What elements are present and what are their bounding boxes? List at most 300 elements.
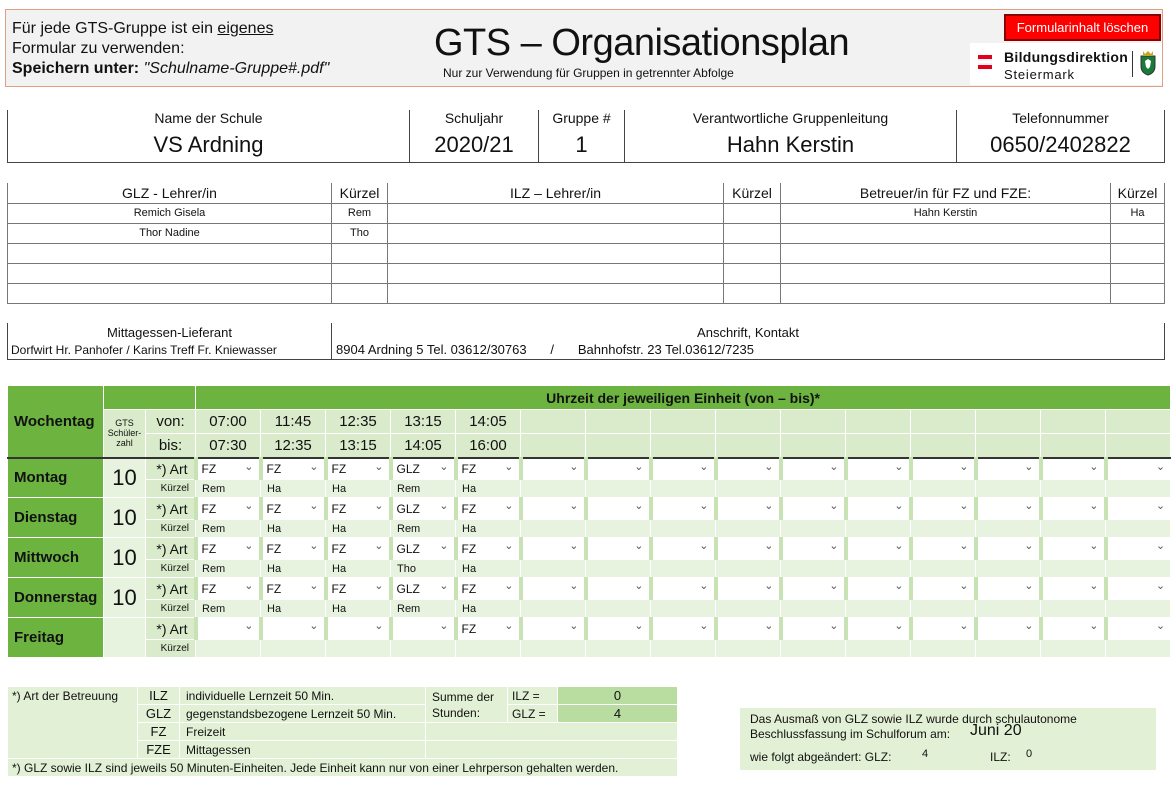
chevron-down-icon[interactable]: ⌄	[764, 540, 774, 552]
chevron-down-icon[interactable]: ⌄	[439, 460, 449, 473]
kuerzel-field[interactable]: Ha	[456, 480, 521, 498]
art-select[interactable]	[456, 538, 521, 560]
art-select[interactable]	[391, 578, 456, 600]
art-select[interactable]	[326, 578, 391, 600]
art-select[interactable]	[326, 618, 391, 640]
kuerzel-field[interactable]	[456, 640, 521, 658]
ilz-kuerzel-cell[interactable]	[724, 223, 781, 243]
start-time-field[interactable]: 12:35	[326, 410, 391, 434]
chevron-down-icon[interactable]: ⌄	[244, 460, 254, 473]
chevron-down-icon[interactable]: ⌄	[959, 460, 969, 473]
chevron-down-icon[interactable]: ⌄	[829, 460, 839, 473]
art-select[interactable]	[261, 578, 326, 600]
glz-teacher-cell[interactable]	[8, 243, 332, 263]
chevron-down-icon[interactable]: ⌄	[439, 500, 449, 512]
end-time-field[interactable]: 13:15	[326, 434, 391, 458]
art-select[interactable]	[911, 498, 976, 520]
chevron-down-icon[interactable]: ⌄	[634, 580, 644, 592]
art-select[interactable]	[586, 578, 651, 600]
start-time-field[interactable]: 07:00	[196, 410, 261, 434]
start-time-field[interactable]	[976, 410, 1041, 434]
art-select[interactable]	[456, 498, 521, 520]
kuerzel-field[interactable]	[1106, 600, 1171, 618]
glz-kuerzel-cell[interactable]	[332, 243, 388, 263]
chevron-down-icon[interactable]: ⌄	[959, 540, 969, 552]
lunch-supplier-field[interactable]: Dorfwirt Hr. Panhofer / Karins Treff Fr. Kniewasser	[8, 341, 332, 359]
kuerzel-field[interactable]	[846, 560, 911, 578]
clear-form-button[interactable]: Formularinhalt löschen	[1004, 14, 1161, 41]
end-time-field[interactable]: 07:30	[196, 434, 261, 458]
art-select[interactable]	[846, 458, 911, 480]
end-time-field[interactable]	[1106, 434, 1171, 458]
glz-changed-field[interactable]: 4	[922, 748, 929, 760]
chevron-down-icon[interactable]: ⌄	[894, 460, 904, 473]
art-select[interactable]	[586, 498, 651, 520]
art-select[interactable]	[846, 498, 911, 520]
glz-kuerzel-cell[interactable]: Tho	[332, 223, 388, 243]
art-select[interactable]	[261, 538, 326, 560]
chevron-down-icon[interactable]: ⌄	[829, 540, 839, 552]
kuerzel-field[interactable]	[911, 520, 976, 538]
kuerzel-field[interactable]	[521, 600, 586, 618]
chevron-down-icon[interactable]: ⌄	[894, 540, 904, 552]
art-select[interactable]	[716, 618, 781, 640]
art-select[interactable]	[976, 538, 1041, 560]
schulforum-date-field[interactable]: Juni 20	[970, 722, 1022, 739]
chevron-down-icon[interactable]: ⌄	[699, 500, 709, 512]
end-time-field[interactable]	[781, 434, 846, 458]
chevron-down-icon[interactable]: ⌄	[634, 500, 644, 512]
chevron-down-icon[interactable]: ⌄	[959, 500, 969, 512]
kuerzel-field[interactable]	[586, 520, 651, 538]
chevron-down-icon[interactable]: ⌄	[1024, 460, 1034, 473]
kuerzel-field[interactable]	[196, 640, 261, 658]
ilz-teacher-cell[interactable]	[388, 283, 724, 303]
chevron-down-icon[interactable]: ⌄	[1155, 540, 1166, 552]
art-select[interactable]	[1041, 578, 1106, 600]
art-select[interactable]	[716, 578, 781, 600]
chevron-down-icon[interactable]: ⌄	[1024, 620, 1034, 632]
glz-teacher-cell[interactable]: Thor Nadine	[8, 223, 332, 243]
kuerzel-field[interactable]: Ha	[456, 600, 521, 618]
kuerzel-field[interactable]: Ha	[261, 520, 326, 538]
chevron-down-icon[interactable]: ⌄	[504, 540, 514, 552]
student-count-field[interactable]: 10	[104, 538, 146, 578]
art-select[interactable]	[1106, 538, 1171, 560]
kuerzel-field[interactable]	[976, 560, 1041, 578]
art-select[interactable]	[846, 618, 911, 640]
start-time-field[interactable]	[521, 410, 586, 434]
art-select[interactable]	[1106, 458, 1171, 480]
chevron-down-icon[interactable]: ⌄	[309, 460, 319, 473]
art-select[interactable]	[521, 498, 586, 520]
glz-kuerzel-cell[interactable]: Rem	[332, 203, 388, 223]
end-time-field[interactable]	[911, 434, 976, 458]
kuerzel-field[interactable]	[716, 600, 781, 618]
end-time-field[interactable]	[1041, 434, 1106, 458]
art-select[interactable]	[976, 578, 1041, 600]
chevron-down-icon[interactable]: ⌄	[569, 500, 579, 512]
kuerzel-field[interactable]: Rem	[196, 560, 261, 578]
art-select[interactable]	[1106, 498, 1171, 520]
kuerzel-field[interactable]	[326, 640, 391, 658]
betreuer-kuerzel-cell[interactable]	[1111, 223, 1165, 243]
start-time-field[interactable]	[651, 410, 716, 434]
glz-teacher-cell[interactable]	[8, 283, 332, 303]
betreuer-cell[interactable]	[781, 263, 1111, 283]
end-time-field[interactable]: 14:05	[391, 434, 456, 458]
chevron-down-icon[interactable]: ⌄	[699, 460, 709, 473]
chevron-down-icon[interactable]: ⌄	[1089, 580, 1099, 592]
art-select[interactable]	[911, 618, 976, 640]
chevron-down-icon[interactable]: ⌄	[1089, 500, 1099, 512]
kuerzel-field[interactable]	[846, 640, 911, 658]
kuerzel-field[interactable]	[781, 520, 846, 538]
kuerzel-field[interactable]	[781, 640, 846, 658]
chevron-down-icon[interactable]: ⌄	[244, 620, 254, 632]
kuerzel-field[interactable]	[846, 480, 911, 498]
chevron-down-icon[interactable]: ⌄	[1089, 620, 1099, 632]
kuerzel-field[interactable]	[651, 640, 716, 658]
kuerzel-field[interactable]	[1041, 560, 1106, 578]
chevron-down-icon[interactable]: ⌄	[959, 620, 969, 632]
chevron-down-icon[interactable]: ⌄	[504, 580, 514, 592]
art-select[interactable]	[586, 538, 651, 560]
school-year-field[interactable]: 2020/21	[410, 132, 539, 162]
chevron-down-icon[interactable]: ⌄	[374, 620, 384, 632]
kuerzel-field[interactable]: Ha	[326, 560, 391, 578]
glz-teacher-cell[interactable]	[8, 263, 332, 283]
art-select[interactable]	[651, 578, 716, 600]
chevron-down-icon[interactable]: ⌄	[829, 580, 839, 592]
chevron-down-icon[interactable]: ⌄	[1089, 460, 1099, 473]
kuerzel-field[interactable]: Ha	[261, 480, 326, 498]
art-select[interactable]	[456, 458, 521, 480]
end-time-field[interactable]	[651, 434, 716, 458]
kuerzel-field[interactable]	[651, 600, 716, 618]
art-select[interactable]	[196, 538, 261, 560]
art-select[interactable]	[521, 618, 586, 640]
chevron-down-icon[interactable]: ⌄	[894, 620, 904, 632]
chevron-down-icon[interactable]: ⌄	[244, 580, 254, 592]
art-select[interactable]	[196, 498, 261, 520]
art-select[interactable]	[781, 538, 846, 560]
kuerzel-field[interactable]: Rem	[196, 600, 261, 618]
chevron-down-icon[interactable]: ⌄	[829, 500, 839, 512]
chevron-down-icon[interactable]: ⌄	[699, 620, 709, 632]
art-select[interactable]	[716, 538, 781, 560]
art-select[interactable]	[326, 538, 391, 560]
kuerzel-field[interactable]	[716, 640, 781, 658]
kuerzel-field[interactable]: Rem	[391, 520, 456, 538]
kuerzel-field[interactable]: Ha	[261, 600, 326, 618]
kuerzel-field[interactable]	[521, 520, 586, 538]
kuerzel-field[interactable]	[716, 560, 781, 578]
art-select[interactable]	[1106, 618, 1171, 640]
glz-teacher-cell[interactable]: Remich Gisela	[8, 203, 332, 223]
kuerzel-field[interactable]	[261, 640, 326, 658]
art-select[interactable]	[976, 618, 1041, 640]
art-select[interactable]	[586, 458, 651, 480]
glz-kuerzel-cell[interactable]	[332, 283, 388, 303]
chevron-down-icon[interactable]: ⌄	[764, 580, 774, 592]
end-time-field[interactable]	[586, 434, 651, 458]
art-select[interactable]	[716, 498, 781, 520]
ilz-kuerzel-cell[interactable]	[724, 243, 781, 263]
chevron-down-icon[interactable]: ⌄	[309, 580, 319, 592]
start-time-field[interactable]: 13:15	[391, 410, 456, 434]
group-lead-field[interactable]: Hahn Kerstin	[625, 132, 957, 162]
chevron-down-icon[interactable]: ⌄	[634, 460, 644, 473]
kuerzel-field[interactable]: Rem	[391, 480, 456, 498]
betreuer-cell[interactable]	[781, 283, 1111, 303]
end-time-field[interactable]	[521, 434, 586, 458]
kuerzel-field[interactable]	[911, 600, 976, 618]
art-select[interactable]	[391, 458, 456, 480]
art-select[interactable]	[456, 578, 521, 600]
kuerzel-field[interactable]: Rem	[196, 480, 261, 498]
student-count-field[interactable]: 10	[104, 458, 146, 498]
kuerzel-field[interactable]: Ha	[326, 520, 391, 538]
chevron-down-icon[interactable]: ⌄	[439, 620, 449, 632]
kuerzel-field[interactable]: Tho	[391, 560, 456, 578]
chevron-down-icon[interactable]: ⌄	[504, 500, 514, 512]
start-time-field[interactable]	[1041, 410, 1106, 434]
betreuer-cell[interactable]	[781, 243, 1111, 263]
kuerzel-field[interactable]	[976, 640, 1041, 658]
end-time-field[interactable]: 16:00	[456, 434, 521, 458]
chevron-down-icon[interactable]: ⌄	[1024, 500, 1034, 512]
betreuer-kuerzel-cell[interactable]	[1111, 243, 1165, 263]
chevron-down-icon[interactable]: ⌄	[569, 460, 579, 473]
art-select[interactable]	[781, 578, 846, 600]
art-select[interactable]	[651, 458, 716, 480]
art-select[interactable]	[456, 618, 521, 640]
art-select[interactable]	[391, 538, 456, 560]
kuerzel-field[interactable]	[521, 560, 586, 578]
art-select[interactable]	[651, 618, 716, 640]
chevron-down-icon[interactable]: ⌄	[309, 540, 319, 552]
kuerzel-field[interactable]: Ha	[326, 480, 391, 498]
betreuer-cell[interactable]	[781, 223, 1111, 243]
kuerzel-field[interactable]	[781, 560, 846, 578]
art-select[interactable]	[391, 618, 456, 640]
ilz-teacher-cell[interactable]	[388, 263, 724, 283]
start-time-field[interactable]	[781, 410, 846, 434]
kuerzel-field[interactable]	[651, 560, 716, 578]
kuerzel-field[interactable]	[586, 480, 651, 498]
art-select[interactable]	[196, 458, 261, 480]
art-select[interactable]	[521, 538, 586, 560]
kuerzel-field[interactable]	[846, 520, 911, 538]
kuerzel-field[interactable]: Ha	[456, 560, 521, 578]
kuerzel-field[interactable]	[846, 600, 911, 618]
kuerzel-field[interactable]	[911, 480, 976, 498]
start-time-field[interactable]	[716, 410, 781, 434]
ilz-kuerzel-cell[interactable]	[724, 203, 781, 223]
start-time-field[interactable]: 14:05	[456, 410, 521, 434]
kuerzel-field[interactable]	[586, 560, 651, 578]
kuerzel-field[interactable]: Ha	[326, 600, 391, 618]
chevron-down-icon[interactable]: ⌄	[439, 580, 449, 592]
chevron-down-icon[interactable]: ⌄	[1155, 620, 1166, 632]
start-time-field[interactable]	[1106, 410, 1171, 434]
art-select[interactable]	[781, 458, 846, 480]
start-time-field[interactable]	[911, 410, 976, 434]
start-time-field[interactable]	[586, 410, 651, 434]
betreuer-cell[interactable]: Hahn Kerstin	[781, 203, 1111, 223]
kuerzel-field[interactable]	[521, 640, 586, 658]
start-time-field[interactable]: 11:45	[261, 410, 326, 434]
chevron-down-icon[interactable]: ⌄	[764, 620, 774, 632]
school-name-field[interactable]: VS Ardning	[8, 132, 410, 162]
art-select[interactable]	[1041, 498, 1106, 520]
art-select[interactable]	[586, 618, 651, 640]
chevron-down-icon[interactable]: ⌄	[634, 620, 644, 632]
kuerzel-field[interactable]	[911, 560, 976, 578]
kuerzel-field[interactable]	[976, 520, 1041, 538]
chevron-down-icon[interactable]: ⌄	[439, 540, 449, 552]
betreuer-kuerzel-cell[interactable]: Ha	[1111, 203, 1165, 223]
glz-kuerzel-cell[interactable]	[332, 263, 388, 283]
chevron-down-icon[interactable]: ⌄	[894, 580, 904, 592]
art-select[interactable]	[846, 578, 911, 600]
kuerzel-field[interactable]: Ha	[261, 560, 326, 578]
art-select[interactable]	[911, 538, 976, 560]
chevron-down-icon[interactable]: ⌄	[374, 500, 384, 512]
chevron-down-icon[interactable]: ⌄	[569, 580, 579, 592]
chevron-down-icon[interactable]: ⌄	[1155, 460, 1166, 473]
art-select[interactable]	[1106, 578, 1171, 600]
end-time-field[interactable]	[716, 434, 781, 458]
art-select[interactable]	[716, 458, 781, 480]
art-select[interactable]	[846, 538, 911, 560]
chevron-down-icon[interactable]: ⌄	[504, 460, 514, 473]
betreuer-kuerzel-cell[interactable]	[1111, 263, 1165, 283]
betreuer-kuerzel-cell[interactable]	[1111, 283, 1165, 303]
art-select[interactable]	[326, 498, 391, 520]
kuerzel-field[interactable]	[976, 480, 1041, 498]
art-select[interactable]	[196, 578, 261, 600]
kuerzel-field[interactable]	[716, 480, 781, 498]
art-select[interactable]	[521, 458, 586, 480]
chevron-down-icon[interactable]: ⌄	[569, 620, 579, 632]
art-select[interactable]	[911, 578, 976, 600]
kuerzel-field[interactable]	[1106, 480, 1171, 498]
art-select[interactable]	[1041, 618, 1106, 640]
art-select[interactable]	[651, 538, 716, 560]
kuerzel-field[interactable]	[521, 480, 586, 498]
chevron-down-icon[interactable]: ⌄	[699, 580, 709, 592]
chevron-down-icon[interactable]: ⌄	[1024, 540, 1034, 552]
kuerzel-field[interactable]	[781, 480, 846, 498]
art-select[interactable]	[196, 618, 261, 640]
kuerzel-field[interactable]	[781, 600, 846, 618]
art-select[interactable]	[326, 458, 391, 480]
start-time-field[interactable]	[846, 410, 911, 434]
lunch-contact-field[interactable]	[332, 341, 1165, 359]
group-number-field[interactable]: 1	[539, 132, 625, 162]
kuerzel-field[interactable]	[911, 640, 976, 658]
end-time-field[interactable]	[976, 434, 1041, 458]
kuerzel-field[interactable]	[1041, 520, 1106, 538]
kuerzel-field[interactable]	[651, 480, 716, 498]
chevron-down-icon[interactable]: ⌄	[374, 580, 384, 592]
ilz-teacher-cell[interactable]	[388, 203, 724, 223]
student-count-field[interactable]: 10	[104, 498, 146, 538]
art-select[interactable]	[976, 458, 1041, 480]
kuerzel-field[interactable]	[1106, 560, 1171, 578]
chevron-down-icon[interactable]: ⌄	[699, 540, 709, 552]
ilz-teacher-cell[interactable]	[388, 243, 724, 263]
student-count-field[interactable]: 10	[104, 578, 146, 618]
ilz-changed-field[interactable]: 0	[1026, 748, 1033, 760]
chevron-down-icon[interactable]: ⌄	[634, 540, 644, 552]
art-select[interactable]	[781, 618, 846, 640]
chevron-down-icon[interactable]: ⌄	[1155, 580, 1166, 592]
art-select[interactable]	[976, 498, 1041, 520]
ilz-teacher-cell[interactable]	[388, 223, 724, 243]
kuerzel-field[interactable]	[586, 640, 651, 658]
art-select[interactable]	[651, 498, 716, 520]
end-time-field[interactable]: 12:35	[261, 434, 326, 458]
kuerzel-field[interactable]	[976, 600, 1041, 618]
chevron-down-icon[interactable]: ⌄	[764, 500, 774, 512]
chevron-down-icon[interactable]: ⌄	[244, 500, 254, 512]
chevron-down-icon[interactable]: ⌄	[1024, 580, 1034, 592]
kuerzel-field[interactable]	[1106, 640, 1171, 658]
chevron-down-icon[interactable]: ⌄	[309, 620, 319, 632]
chevron-down-icon[interactable]: ⌄	[309, 500, 319, 512]
art-select[interactable]	[391, 498, 456, 520]
ilz-kuerzel-cell[interactable]	[724, 263, 781, 283]
chevron-down-icon[interactable]: ⌄	[244, 540, 254, 552]
phone-field[interactable]: 0650/2402822	[957, 132, 1165, 162]
art-select[interactable]	[261, 618, 326, 640]
student-count-field[interactable]	[104, 618, 146, 658]
art-select[interactable]	[261, 458, 326, 480]
kuerzel-field[interactable]	[1106, 520, 1171, 538]
chevron-down-icon[interactable]: ⌄	[829, 620, 839, 632]
chevron-down-icon[interactable]: ⌄	[374, 460, 384, 473]
chevron-down-icon[interactable]: ⌄	[764, 460, 774, 473]
kuerzel-field[interactable]	[1041, 640, 1106, 658]
art-select[interactable]	[1041, 458, 1106, 480]
art-select[interactable]	[911, 458, 976, 480]
kuerzel-field[interactable]: Rem	[391, 600, 456, 618]
end-time-field[interactable]	[846, 434, 911, 458]
ilz-kuerzel-cell[interactable]	[724, 283, 781, 303]
art-select[interactable]	[1041, 538, 1106, 560]
chevron-down-icon[interactable]: ⌄	[894, 500, 904, 512]
art-select[interactable]	[781, 498, 846, 520]
chevron-down-icon[interactable]: ⌄	[504, 620, 514, 632]
kuerzel-field[interactable]	[1041, 600, 1106, 618]
chevron-down-icon[interactable]: ⌄	[569, 540, 579, 552]
kuerzel-field[interactable]: Ha	[456, 520, 521, 538]
chevron-down-icon[interactable]: ⌄	[959, 580, 969, 592]
kuerzel-field[interactable]	[651, 520, 716, 538]
kuerzel-field[interactable]: Rem	[196, 520, 261, 538]
art-select[interactable]	[261, 498, 326, 520]
art-select[interactable]	[521, 578, 586, 600]
kuerzel-field[interactable]	[1041, 480, 1106, 498]
chevron-down-icon[interactable]: ⌄	[1155, 500, 1166, 512]
kuerzel-field[interactable]	[586, 600, 651, 618]
kuerzel-field[interactable]	[716, 520, 781, 538]
chevron-down-icon[interactable]: ⌄	[374, 540, 384, 552]
chevron-down-icon[interactable]: ⌄	[1089, 540, 1099, 552]
